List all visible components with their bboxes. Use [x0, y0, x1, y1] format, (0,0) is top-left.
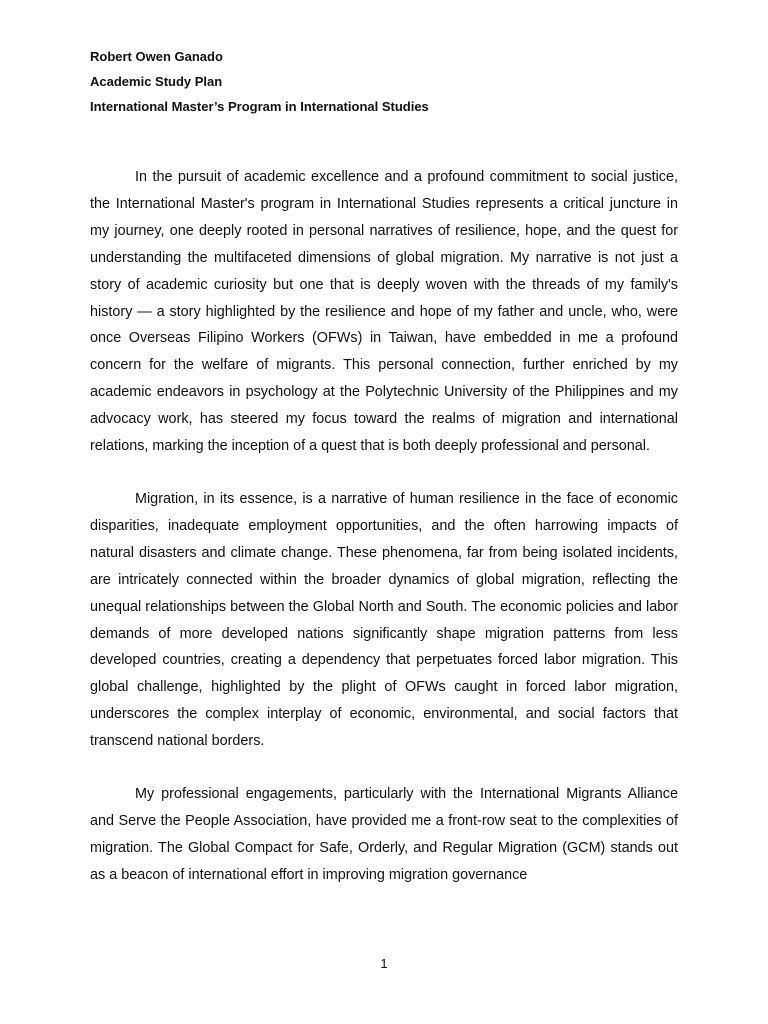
paragraph-1: In the pursuit of academic excellence and a profound commitment to social justice, the International Master's program in International Studies represents a critical juncture in my journey, one deeply rooted in personal narratives of resilience, hope, and the quest for understanding the multifaceted dimensions of global migration. My narrative is not just a story of academic curiosity but one that is deeply woven with the threads of my family's history — a story highlighted by the resilience and hope of my father and uncle, who, were once Overseas Filipino Workers (OFWs) in Taiwan, have embedded in me a profound concern for the welfare of migrants. This personal connection, further enriched by my academic endeavors in psychology at the Polytechnic University of the Philippines and my advocacy work, has steered my focus toward the realms of migration and international relations, marking the inception of a quest that is both deeply professional and personal.	[90, 169, 678, 455]
document-header	[90, 44, 690, 119]
document-title: Academic Study Plan	[90, 74, 223, 89]
author-name: Robert Owen Ganado	[90, 49, 223, 64]
paragraph-3: My professional engagements, particularly with the International Migrants Alliance and Serve the People Association, have provided me a front-row seat to the complexities of migration. The Global Compact for Safe, Orderly, and Regular Migration (GCM) stands out as a beacon of international effort in improving migration governance	[90, 786, 678, 883]
page-number: 1	[380, 956, 388, 971]
program-name: International Master’s Program in International Studies	[90, 99, 429, 114]
document-body	[90, 164, 678, 915]
paragraph-2: Migration, in its essence, is a narrative of human resilience in the face of economic disparities, inadequate employment opportunities, and the often harrowing impacts of natural disasters and climate change. These phenomena, far from being isolated incidents, are intricately connected within the broader dynamics of global migration, reflecting the unequal relationships between the Global North and South. The economic policies and labor demands of more developed nations significantly shape migration patterns from less developed countries, creating a dependency that perpetuates forced labor migration. This global challenge, highlighted by the plight of OFWs caught in forced labor migration, underscores the complex interplay of economic, environmental, and social factors that transcend national borders.	[90, 490, 678, 750]
